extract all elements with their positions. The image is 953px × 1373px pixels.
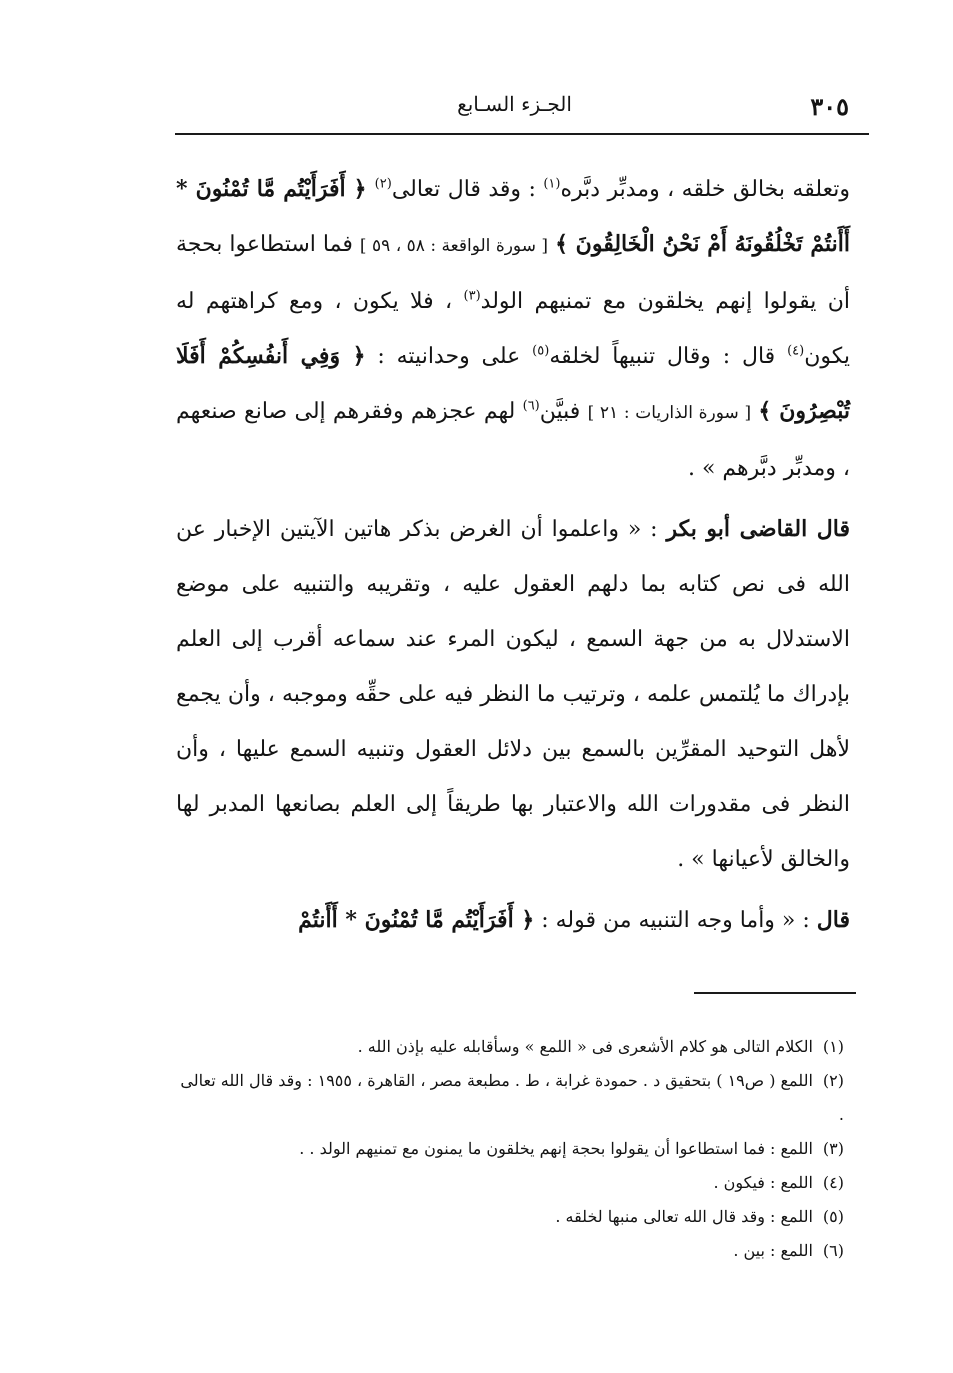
running-head [180, 90, 849, 130]
footnote-text: اللمع : فيكون . [713, 1173, 813, 1192]
text-run: على وحدانيته : [365, 344, 533, 369]
paragraph-2 [176, 502, 850, 887]
text-run: فبيَّن [539, 399, 588, 424]
footnote-text: اللمع ( ص١٩ ) بتحقيق د . حمودة غرابة ، ط . مطبعة مصر ، القاهرة ، ١٩٥٥ : وقد قال الله تعالى . [180, 1071, 844, 1124]
page-number: ٣٠٥ [810, 92, 849, 121]
text-run: ، فلا يكون ، ومع كراهتهم له يكون [176, 289, 850, 369]
speaker-name: قال [816, 907, 850, 933]
footnote-2 [176, 1064, 844, 1132]
text-run: : وقد قال تعالى [391, 177, 544, 202]
footnote-ref-5: (٥) [532, 343, 550, 359]
footnote-6 [176, 1234, 844, 1268]
footnote-number: (٥) [822, 1207, 844, 1226]
main-text [176, 162, 850, 948]
footnote-separator [694, 992, 856, 994]
footnote-number: (١) [822, 1037, 844, 1056]
paragraph-3 [176, 893, 850, 948]
text-run: وتعلقه بخالق خلقه ، ومدبِّر دبَّره [560, 177, 851, 202]
footnote-ref-2: (٢) [374, 176, 392, 192]
footnotes [176, 1030, 844, 1268]
quran-verse: ﴿ وَفِي أَنفُسِكُمْ أَفَلَا تُبْصِرُونَ ﴾ [176, 343, 850, 424]
quran-verse: ﴿ أَفَرَأَيْتُم مَّا تُمْنُونَ * أَأَنتُمْ [298, 907, 535, 933]
footnote-text: اللمع : وقد قال الله تعالى منبها لخلقه . [555, 1207, 813, 1226]
footnote-ref-4: (٤) [787, 343, 805, 359]
footnote-ref-3: (٣) [463, 288, 481, 304]
footnote-number: (٢) [822, 1071, 844, 1090]
text-run: فما استطاعوا بحجة أن يقولوا إنهم يخلقون مع تمنيهم الولد [176, 232, 850, 314]
footnote-5 [176, 1200, 844, 1234]
text-run: : « وأما وجه التنبيه من قوله : [534, 908, 817, 933]
footnote-number: (٤) [822, 1173, 844, 1192]
paragraph-1 [176, 162, 850, 496]
footnote-4 [176, 1166, 844, 1200]
footnote-number: (٦) [822, 1241, 844, 1260]
header-rule [175, 133, 869, 135]
footnote-ref-1: (١) [543, 176, 561, 192]
footnote-text: اللمع : فما استطاعوا أن يقولوا بحجة إنهم يخلقون ما يمنون مع تمنيهم الولد . . [299, 1139, 813, 1158]
speaker-name: قال القاضى أبو بكر [666, 516, 850, 542]
surah-reference: [ سورة الذاريات : ٢١ ] [587, 403, 752, 423]
surah-reference: [ سورة الواقعة : ٥٨ ، ٥٩ ] [359, 236, 549, 256]
footnote-ref-6: (٦) [522, 398, 540, 414]
text-run: لهم عجزهم وفقرهم إلى صانع صنعهم ، ومدبِّر دبَّرهم » . [176, 399, 850, 481]
running-title: الجـزء السـابع [457, 92, 572, 116]
text-run: قال : وقال تنبيهاً لخلقه [549, 344, 788, 369]
footnote-text: الكلام التالى هو كلام الأشعرى فى « اللمع » وسأقابله عليه بإذن الله . [357, 1037, 813, 1056]
footnote-1 [176, 1030, 844, 1064]
footnote-3 [176, 1132, 844, 1166]
footnote-text: اللمع : بين . [733, 1241, 813, 1260]
footnote-number: (٣) [822, 1139, 844, 1158]
quran-verse: ﴿ أَفَرَأَيْتُم مَّا تُمْنُونَ * أَأَنتُمْ تَخْلُقُونَهُ أَمْ نَحْنُ الْخَالِقُونَ ﴾ [176, 176, 851, 257]
text-run: : « واعلموا أن الغرض بذكر هاتين الآيتين الإخبار عن الله فى نص كتابه بما دلهم العقول عليه ، وتقريبه والتنبيه على موضع الاستدلال به من جهة السمع ، ليكون المرء عند سماعه أقرب إلى العلم بإدراك ما يُلتمس علمه ، وترتيب ما النظر فيه على حقِّه وموجبه ، وأن يجمع لأهل التوحيد المقرِّين بالسمع بين دلائل العقول وتنبيه السمع عليها ، وأن النظر فى مقدورات الله والاعتبار بها طريقاً إلى العلم بصانعها المدبر لها والخالق لأعيانها » . [176, 517, 850, 872]
